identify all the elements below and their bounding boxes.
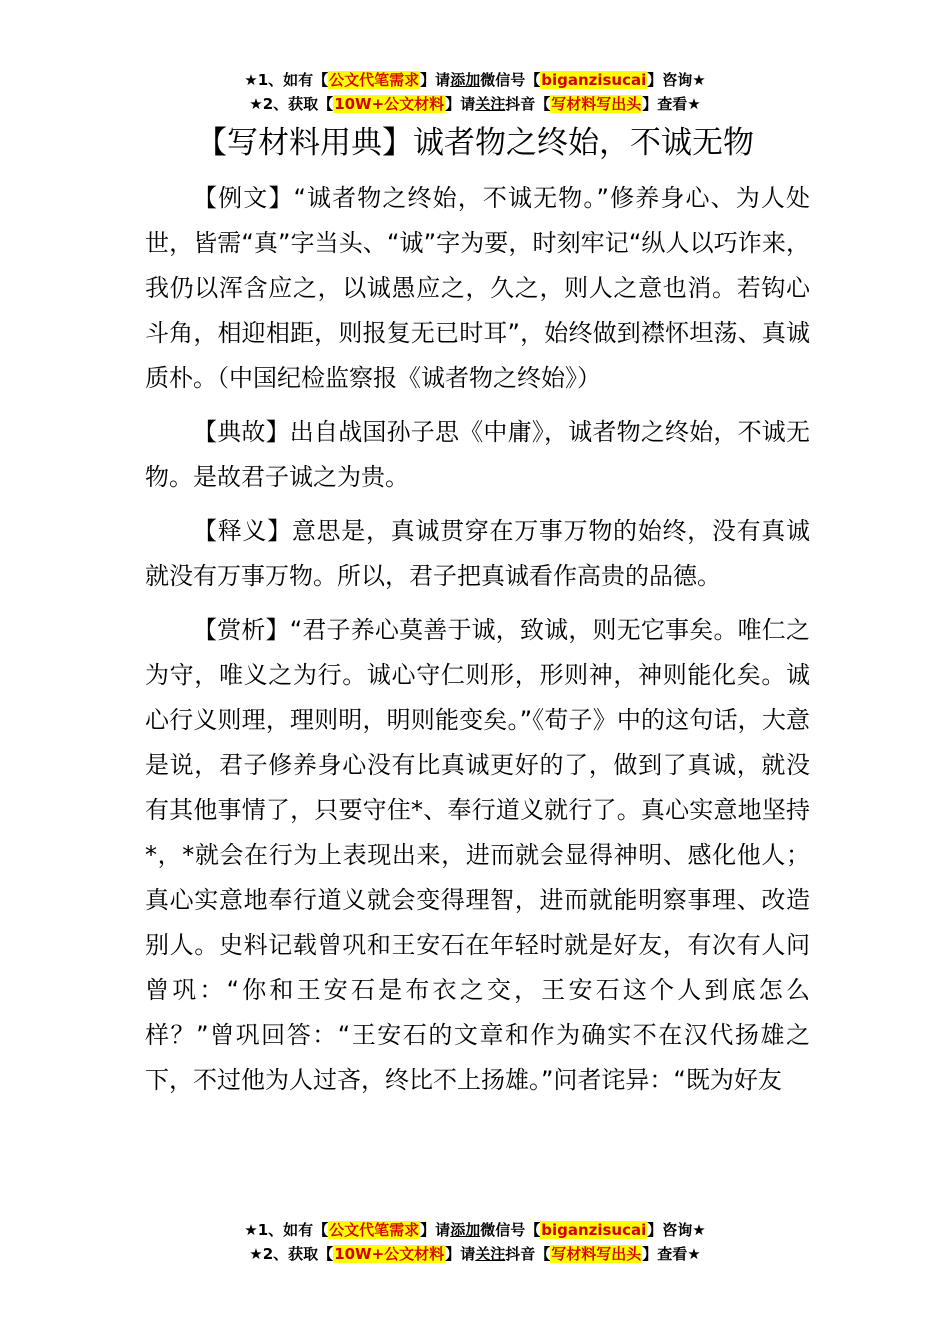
highlight-service: 公文代笔需求 <box>329 71 420 89</box>
header-banner <box>0 68 950 116</box>
banner-line-2 <box>0 1242 950 1266</box>
highlight-douyin: 写材料写出头 <box>551 1245 642 1263</box>
banner-text: ★2、获取【 <box>249 95 334 113</box>
highlight-wechat-id: biganzisucai <box>541 71 647 89</box>
emphasis-follow: 关注 <box>475 1245 506 1263</box>
footer-banner <box>0 1218 950 1266</box>
banner-text: 】查看★ <box>642 1245 701 1263</box>
banner-text: 微信号【 <box>480 71 541 89</box>
highlight-service: 公文代笔需求 <box>329 1221 420 1239</box>
banner-text: ★1、如有【 <box>244 1221 329 1239</box>
emphasis-follow: 关注 <box>475 95 506 113</box>
highlight-wechat-id: biganzisucai <box>541 1221 647 1239</box>
paragraph-allusion: 【典故】出自战国孙子思《中庸》，诚者物之终始，不诚无物。是故君子诚之为贵。 <box>145 418 810 491</box>
banner-text: 微信号【 <box>480 1221 541 1239</box>
emphasis-add: 添加 <box>450 71 481 89</box>
banner-text: 】咨询★ <box>647 1221 706 1239</box>
banner-line-1 <box>0 68 950 92</box>
banner-line-2 <box>0 92 950 116</box>
banner-text: 】请 <box>445 95 476 113</box>
banner-text: 】咨询★ <box>647 71 706 89</box>
document-title: 【写材料用典】诚者物之终始，不诚无物 <box>196 125 754 161</box>
banner-text: 抖音【 <box>505 1245 551 1263</box>
highlight-materials: 10W+公文材料 <box>334 95 445 113</box>
banner-text: 】请 <box>420 1221 451 1239</box>
emphasis-add: 添加 <box>450 1221 481 1239</box>
paragraph-example: 【例文】“诚者物之终始，不诚无物。”修养身心、为人处世，皆需“真”字当头、“诚”字为要，时刻牢记“纵人以巧诈来，我仍以浑含应之，以诚愚应之，久之，则人之意也消。若钩心斗角，相迎相距，则报复无已时耳”，始终做到襟怀坦荡、真诚质朴。（中国纪检监察报《诚者物之终始》） <box>145 184 810 392</box>
highlight-materials: 10W+公文材料 <box>334 1245 445 1263</box>
banner-text: 抖音【 <box>505 95 551 113</box>
highlight-douyin: 写材料写出头 <box>551 95 642 113</box>
banner-text: 】请 <box>445 1245 476 1263</box>
document-body <box>145 176 810 1112</box>
banner-line-1 <box>0 1218 950 1242</box>
banner-text: ★1、如有【 <box>244 71 329 89</box>
banner-text: ★2、获取【 <box>249 1245 334 1263</box>
paragraph-meaning: 【释义】意思是，真诚贯穿在万事万物的始终，没有真诚就没有万事万物。所以，君子把真诚看作高贵的品德。 <box>145 517 810 590</box>
banner-text: 】请 <box>420 71 451 89</box>
banner-text: 】查看★ <box>642 95 701 113</box>
paragraph-appreciation: 【赏析】“君子养心莫善于诚，致诚，则无它事矣。唯仁之为守，唯义之为行。诚心守仁则形，形则神，神则能化矣。诚心行义则理，理则明，明则能变矣。”《荀子》中的这句话，大意是说，君子修养身心没有比真诚更好的了，做到了真诚，就没有其他事情了，只要守住*、奉行道义就行了。真心实意地坚持*，*就会在行为上表现出来，进而就会显得神明、感化他人；真心实意地奉行道义就会变得理智，进而就能明察事理、改造别人。史料记载曾巩和王安石在年轻时就是好友，有次有人问曾巩：“你和王安石是布衣之交，王安石这个人到底怎么样？”曾巩回答：“王安石的文章和作为确实不在汉代扬雄之下，不过他为人过吝，终比不上扬雄。”问者诧异：“既为好友 <box>145 616 810 1094</box>
